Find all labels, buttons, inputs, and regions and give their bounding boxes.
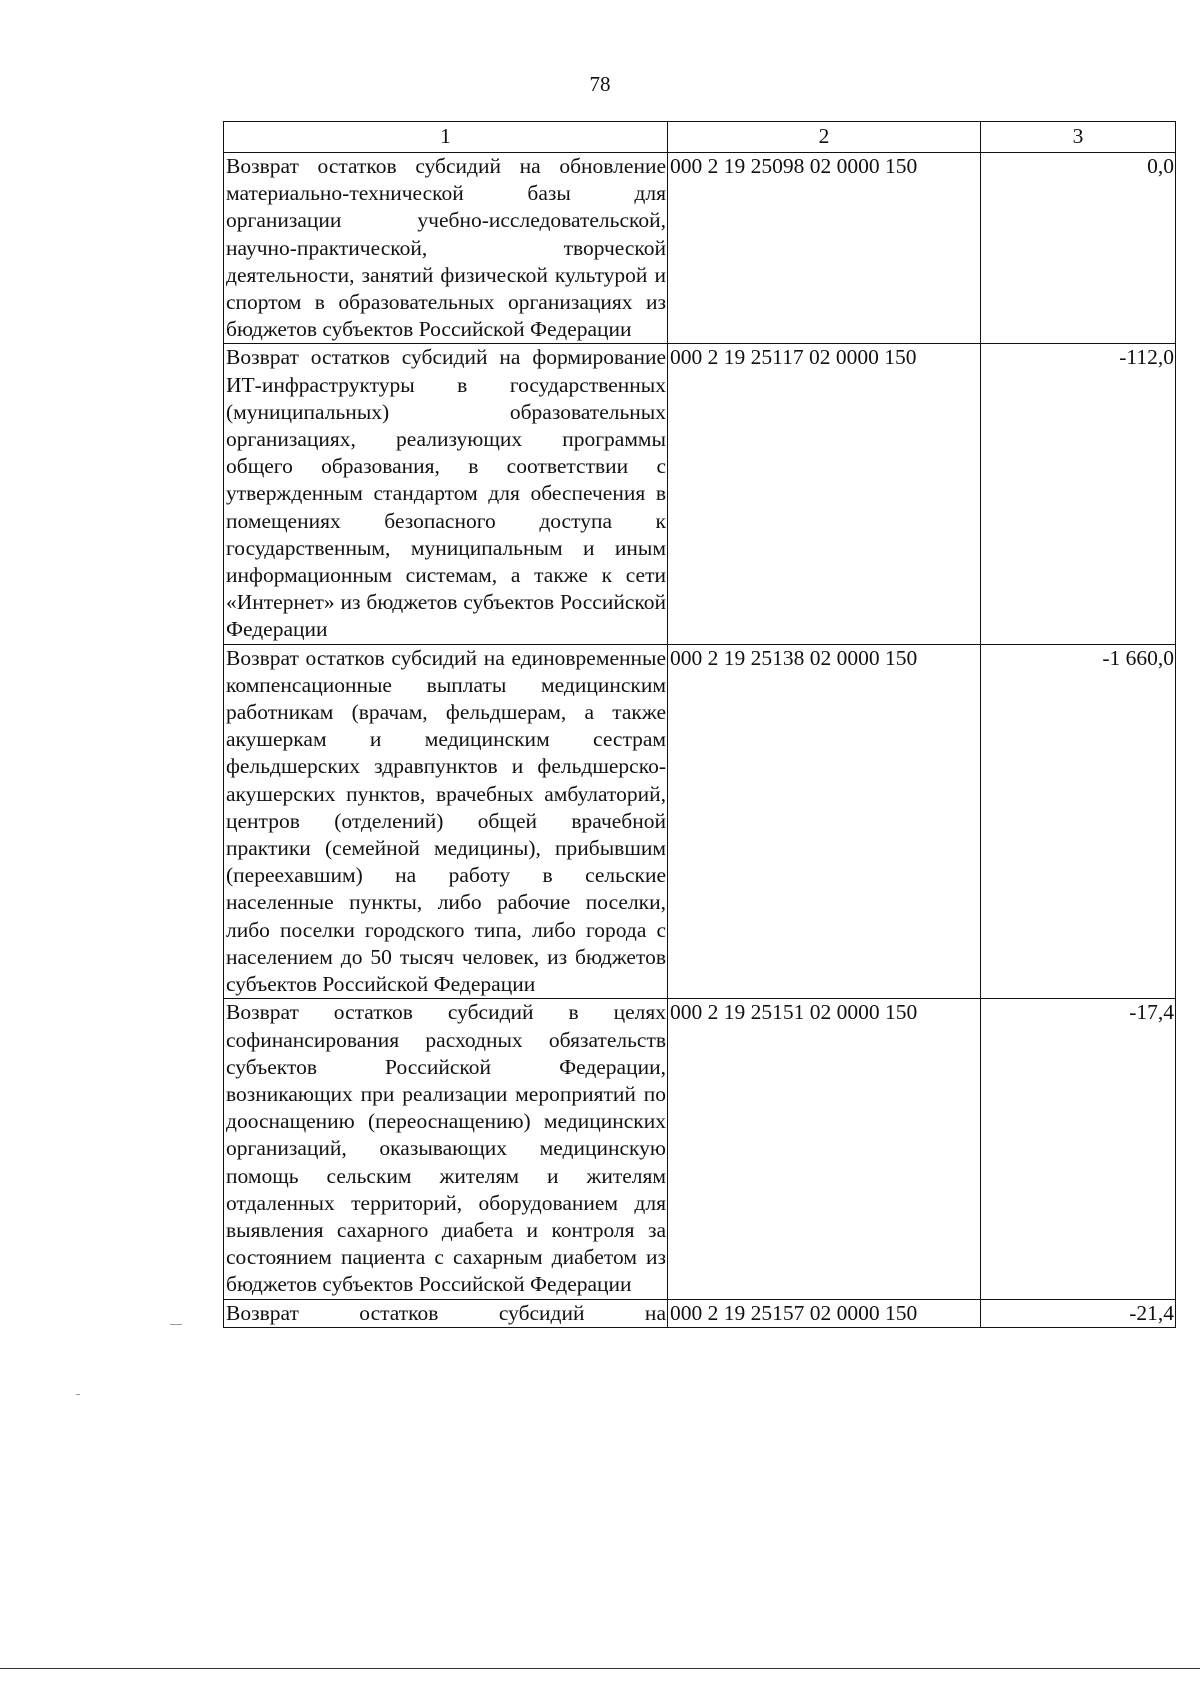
row-sum-cell: -1 660,0 <box>981 644 1176 999</box>
column-header-sum: 3 <box>981 122 1176 153</box>
column-header-name: 1 <box>224 122 668 153</box>
row-code-cell: 000 2 19 25117 02 0000 150 <box>668 344 981 644</box>
row-sum-cell: -17,4 <box>981 999 1176 1299</box>
table-header-row <box>224 122 1176 153</box>
column-header-code: 2 <box>668 122 981 153</box>
page-bottom-rule <box>0 1668 1200 1669</box>
budget-table <box>223 121 1176 1328</box>
row-name-cell: Возврат остатков субсидий на единовременные компенсационные выплаты медицинским работникам (врачам, фельдшерам, а также акушеркам и медицинским сестрам фельдшерских здравпунктов и фельдшерско-акушерских пунктов, врачебных амбулаторий, центров (отделений) общей врачебной практики (семейной медицины), прибывшим (переехавшим) на работу в сельские населенные пункты, либо рабочие поселки, либо поселки городского типа, либо города с населением до 50 тысяч человек, из бюджетов субъектов Российской Федерации <box>224 644 668 999</box>
table-row <box>224 999 1176 1299</box>
row-code-cell: 000 2 19 25151 02 0000 150 <box>668 999 981 1299</box>
row-name-cell: Возврат остатков субсидий на обновление материально-технической базы для организации учебно-исследовательской, научно-практической, творческой деятельности, занятий физической культурой и спортом в образовательных организациях из бюджетов субъектов Российской Федерации <box>224 153 668 344</box>
scan-mark-left <box>170 1324 182 1325</box>
row-code-cell: 000 2 19 25098 02 0000 150 <box>668 153 981 344</box>
table-row <box>224 1299 1176 1327</box>
table-row <box>224 644 1176 999</box>
row-name-cell: Возврат остатков субсидий на <box>224 1299 668 1327</box>
page-number: 78 <box>589 72 611 96</box>
row-name-cell: Возврат остатков субсидий на формирование ИТ-инфраструктуры в государственных (муниципальных) образовательных организациях, реализующих программы общего образования, в соответствии с утвержденным стандартом для обеспечения в помещениях безопасного доступа к государственным, муниципальным и иным информационным системам, а также к сети «Интернет» из бюджетов субъектов Российской Федерации <box>224 344 668 644</box>
row-name-cell: Возврат остатков субсидий в целях софинансирования расходных обязательств субъектов Российской Федерации, возникающих при реализации мероприятий по дооснащению (переоснащению) медицинских организаций, оказывающих медицинскую помощь сельским жителям и жителям отдаленных территорий, оборудованием для выявления сахарного диабета и контроля за состоянием пациента с сахарным диабетом из бюджетов субъектов Российской Федерации <box>224 999 668 1299</box>
table-row <box>224 153 1176 344</box>
row-sum-cell: -112,0 <box>981 344 1176 644</box>
table-row <box>224 344 1176 644</box>
scan-mark-left-lower <box>76 1394 80 1395</box>
row-code-cell: 000 2 19 25157 02 0000 150 <box>668 1299 981 1327</box>
row-sum-cell: -21,4 <box>981 1299 1176 1327</box>
row-sum-cell: 0,0 <box>981 153 1176 344</box>
row-code-cell: 000 2 19 25138 02 0000 150 <box>668 644 981 999</box>
